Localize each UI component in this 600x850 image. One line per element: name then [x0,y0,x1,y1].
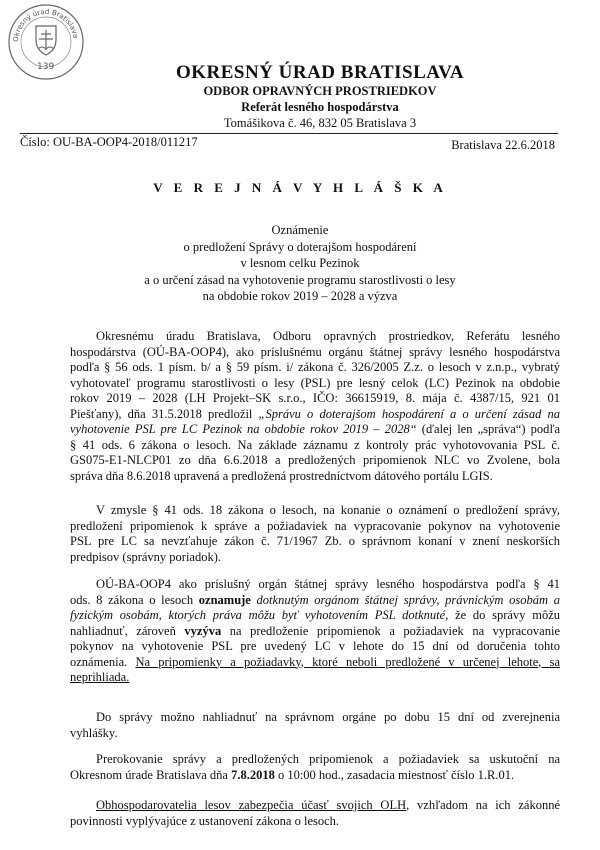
place-date: Bratislava 22.6.2018 [451,138,555,152]
text-line: predložení pripomienok k správe a požiadaviek na vypracovanie pokynov na vyhotovenie [70,518,560,533]
text-line: Do správy možno nahliadnuť na správnom orgáne po dobu 15 dní od zverejnenia [96,710,560,724]
subject-block [0,222,600,305]
text-line: Okresnému úradu Bratislava, Odboru opravných prostriedkov, Referátu lesného [96,329,560,343]
subject-line: Oznámenie [271,223,329,237]
office-name: OKRESNÝ ÚRAD BRATISLAVA [175,62,465,83]
text-line [70,670,560,686]
text-span: , že do správy môžu [445,608,560,622]
subject-line: na obdobie rokov 2019 – 2028 a výzva [202,289,398,303]
text-line: povinnosti vyplývajúce z ustanovení zákona o lesoch. [70,813,340,828]
text-line [70,798,560,814]
paragraph-6 [70,798,560,829]
document-title: V E R E J N Á V Y H L Á Š K A [153,180,447,195]
text-line [70,422,560,438]
paragraph-4 [70,710,560,741]
subject-line: v lesnom celku Pezinok [240,256,360,270]
text-line [70,593,560,609]
text-line: GS075-E1-NLCP01 zo dňa 6.6.2018 a predložených pripomienok NLC vo Zvolene, bola [70,453,560,467]
paragraph-2 [70,503,560,565]
deadline-note-underlined: Na pripomienky a požiadavky, ktoré neboli predložené v určenej lehote, sa [135,654,560,669]
text-span: oznámenia. [70,654,136,669]
text-line: vyhlášky. [70,725,118,740]
paragraph-3 [70,577,560,686]
text-line [70,608,560,624]
text-span: Okresnom úrade Bratislava dňa [70,767,232,782]
paragraph-1 [70,329,560,484]
announces-bold: oznamuje [198,592,251,607]
report-title-italic: „Správu o doterajšom hospodárení a o určení zásad na [258,406,560,421]
department-name: ODBOR OPRAVNÝCH PROSTRIEDKOV [203,84,437,98]
text-line: rokov 2019 – 2028 (LH Projekt–SK s.r.o., IČO: 36615919, 8. mája č. 4387/15, 921 01 [70,391,560,405]
calls-bold: vyzýva [184,623,222,638]
paragraph-5 [70,752,560,783]
deadline-note-underlined: neprihliada. [70,670,130,684]
text-line [70,655,560,671]
report-title-italic: vyhotovenie PSL pre LC Pezinok na obdobie rokov 2019 – 2028“ [70,422,417,436]
text-line [70,768,560,784]
text-line: vyhotovateľ programu starostlivosti o lesy (PSL) pre lesný celok (LC) Pezinok na obdobie [70,375,560,390]
text-span: ods. 8 zákona o lesoch [70,592,199,607]
section-name: Referát lesného hospodárstva [241,100,399,114]
subject-line: a o určení zásad na vyhotovenie programu starostlivosti o lesy [144,272,456,287]
stamp-number: 139 [37,62,55,72]
text-span: o 10:00 hod., zasadacia miestnosť číslo 1.R.01. [274,767,515,782]
addressees-italic: dotknutým orgánom štátnej správy, právnickým osobám a [250,592,560,607]
olh-note-underlined: Obhospodarovatelia lesov zabezpečia účasť svojich OLH [96,798,407,812]
text-span: nahliadnuť, zároveň [70,623,185,638]
text-line: Prerokovanie správy a predložených pripomienok a požiadaviek sa uskutoční na [96,752,560,766]
text-line: hospodárstva (OÚ-BA-OOP4), ako príslušnému orgánu štátnej správy lesného hospodárstva [70,344,560,359]
text-span: , vzhľadom na ich zákonné [406,798,560,812]
text-span: na predloženie pripomienok a požiadaviek na vypracovanie [221,623,560,638]
text-line: pokynov na vyhotovenie PSL pre uvedený LC v lehote do 15 dní od doručenia tohto [70,639,560,653]
text-line: správa dňa 8.6.2018 upravená a predložená prostredníctvom dátového portálu LGIS. [70,468,493,483]
text-span: Piešťany), dňa 31.5.2018 predložil [70,406,259,421]
text-line: OÚ-BA-OOP4 ako príslušný orgán štátnej správy lesného hospodárstva podľa § 41 [96,577,560,591]
text-line: PSL pre LC sa nevzťahuje zákon č. 71/1967 Zb. o správnom konaní v znení neskorších [70,534,560,548]
office-address: Tomášikova č. 46, 832 05 Bratislava 3 [223,116,417,130]
header-rule [20,133,558,134]
text-line [70,407,560,423]
text-line: podľa § 56 ods. 1 písm. b/ a § 59 písm. i/ zákona č. 326/2005 Z.z. o lesoch v z.n.p., vybratý [70,360,560,374]
addressees-italic: fyzickým osobám, ktorých práva môžu byť vyhotovením PSL dotknuté [70,608,446,622]
text-span: (ďalej len „správa“) podľa [416,422,560,436]
reference-number: Číslo: OU-BA-OOP4-2018/011217 [20,135,198,149]
text-line: § 41 ods. 6 zákona o lesoch. Na základe záznamu z kontroly prác vyhotovovania PSL č. [70,437,560,452]
text-line: V zmysle § 41 ods. 18 zákona o lesoch, na konanie o oznámení o predložení správy, [96,503,560,517]
text-line: predpisov (správny poriadok). [70,549,222,564]
text-line [70,624,560,640]
meeting-date-bold: 7.8.2018 [231,767,275,782]
stamp-text: Okresný úrad Bratislava [11,7,80,43]
subject-line: o predložení Správy o doterajšom hospodárení [183,239,417,254]
